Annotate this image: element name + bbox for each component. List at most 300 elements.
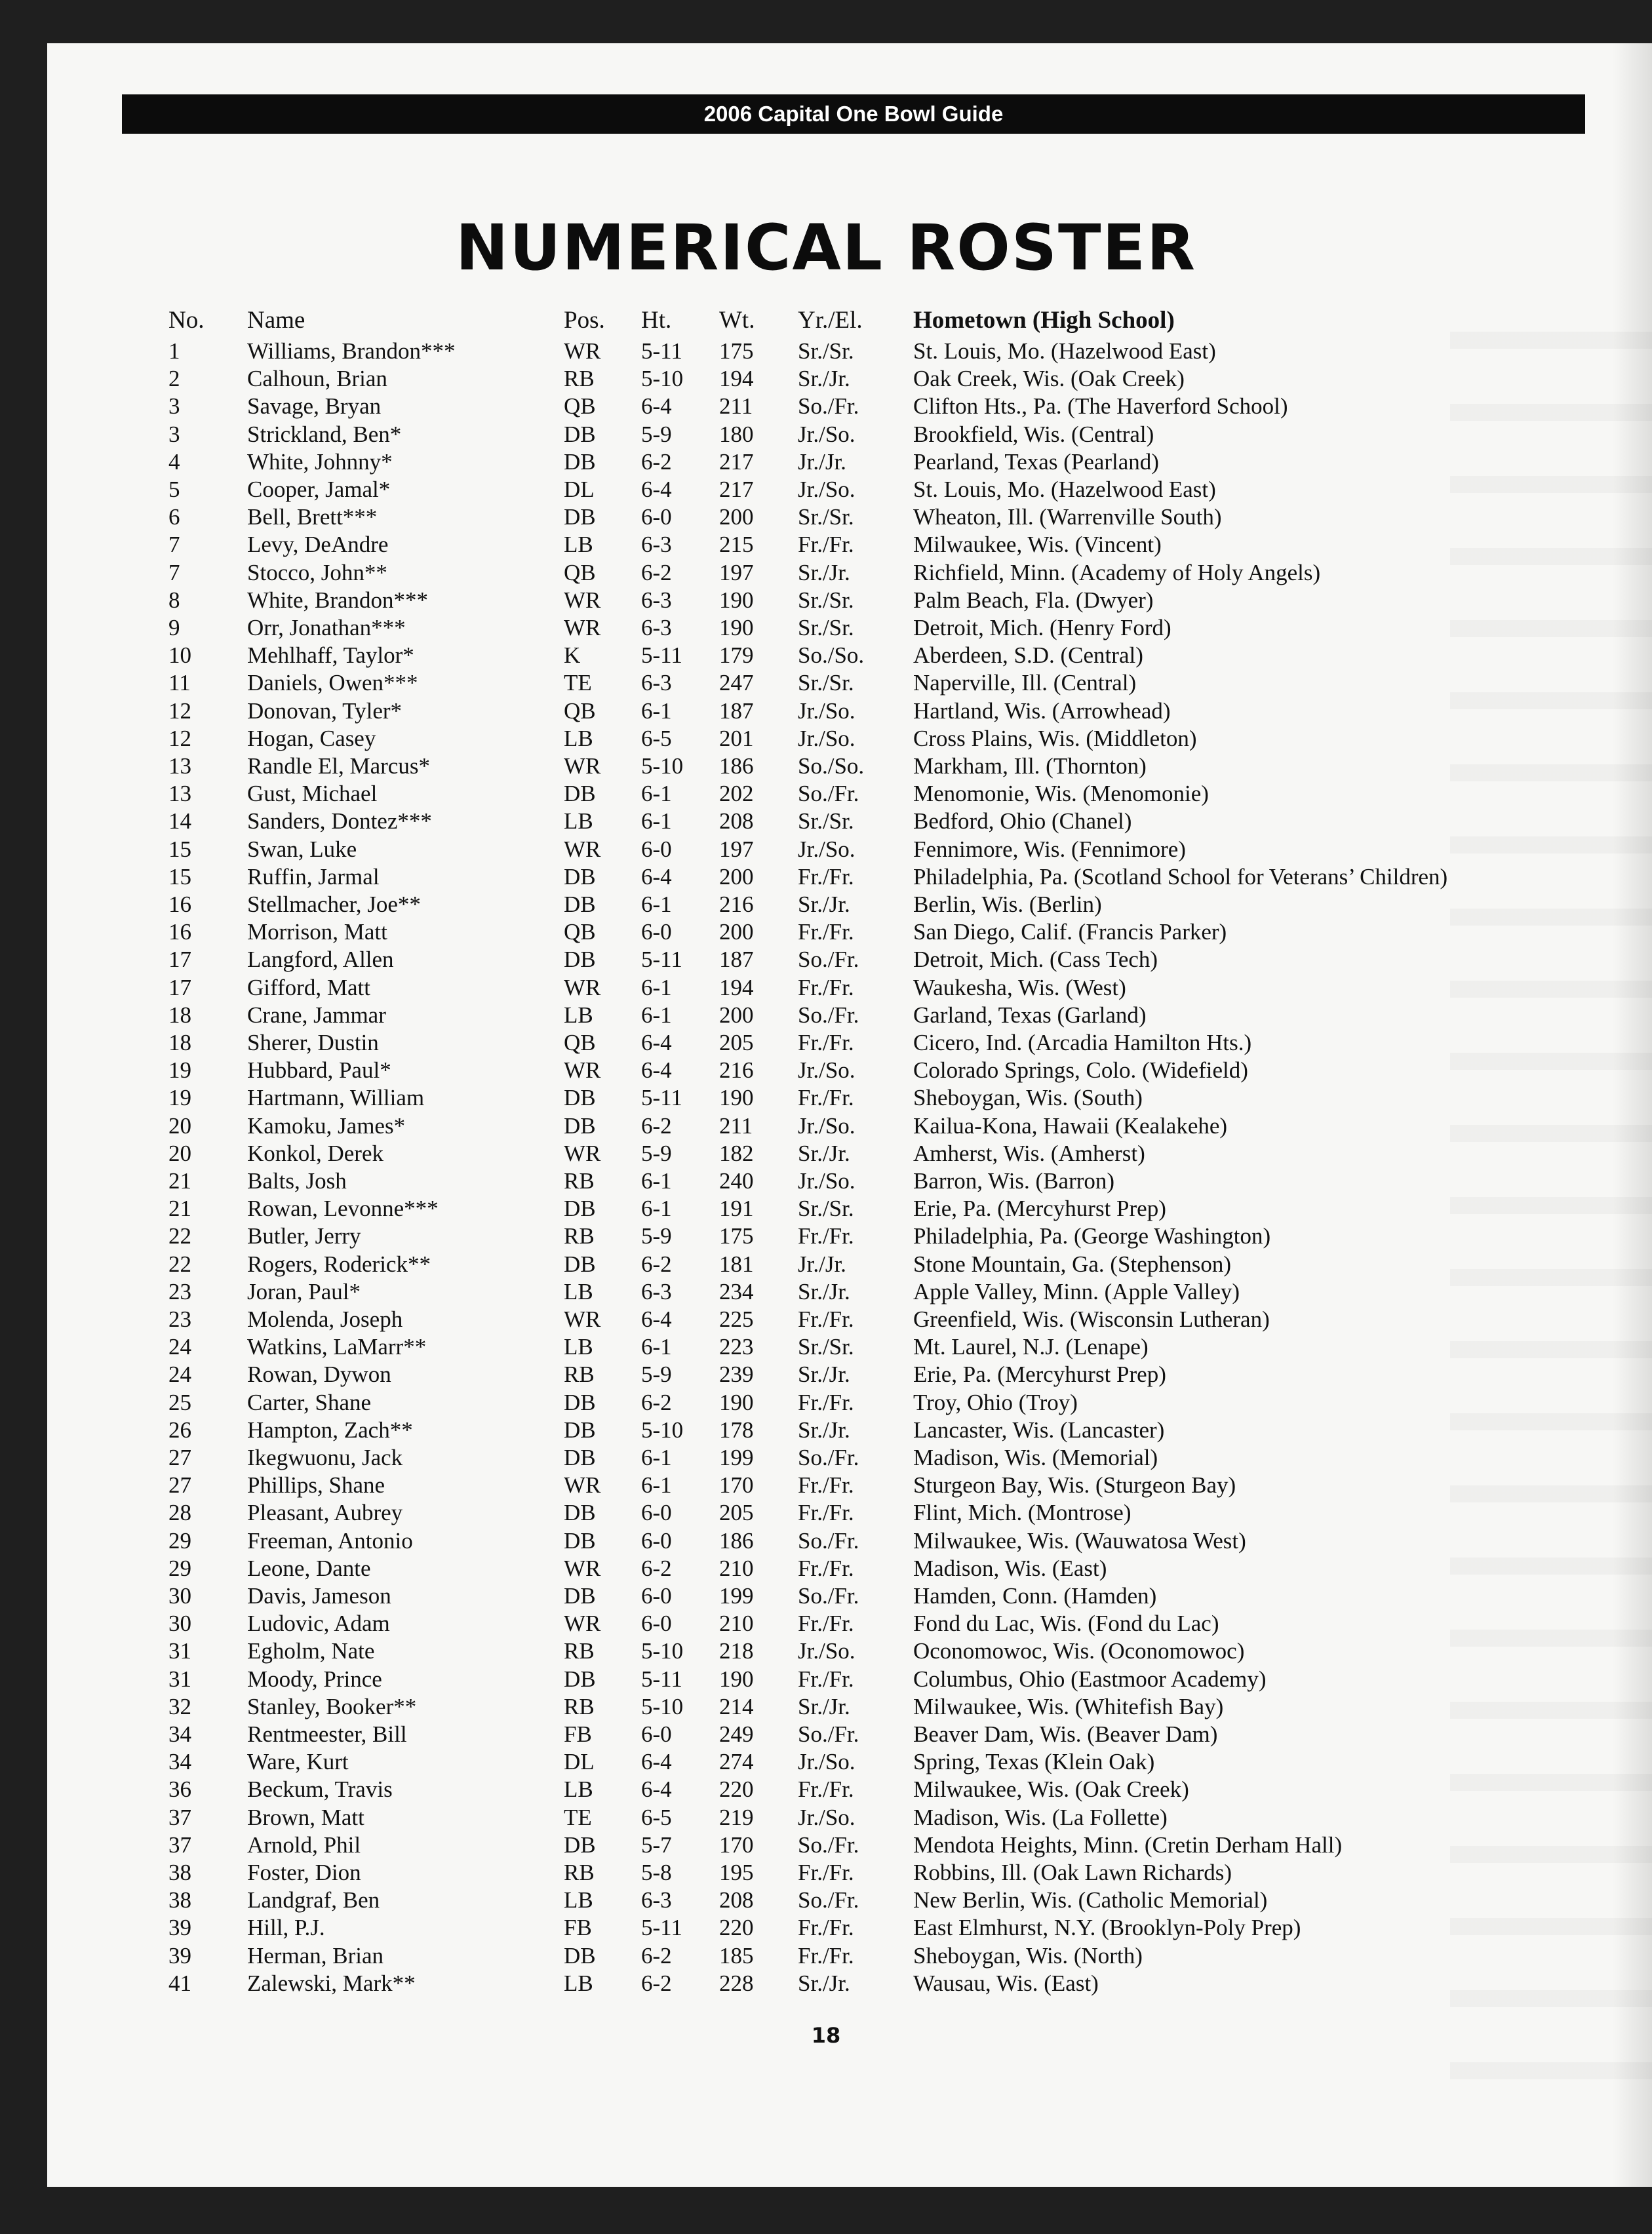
player-height: 6-4 (641, 864, 672, 890)
player-position: WR (564, 1306, 601, 1332)
player-hometown: Erie, Pa. (Mercyhurst Prep) (913, 1196, 1166, 1221)
player-year: Sr./Jr. (798, 1417, 850, 1443)
player-number: 36 (168, 1776, 191, 1802)
player-number: 29 (168, 1556, 191, 1581)
player-hometown: Milwaukee, Wis. (Oak Creek) (913, 1776, 1189, 1802)
player-position: RB (564, 1223, 595, 1249)
player-weight: 194 (719, 975, 754, 1000)
player-number: 20 (168, 1141, 191, 1166)
player-hometown: Menomonie, Wis. (Menomonie) (913, 781, 1209, 806)
table-row (0, 1610, 1605, 1637)
table-row (0, 1527, 1605, 1555)
table-row (0, 1444, 1605, 1472)
player-year: Sr./Jr. (798, 1279, 850, 1304)
player-position: DB (564, 1113, 596, 1139)
player-number: 30 (168, 1583, 191, 1609)
player-position: RB (564, 1860, 595, 1885)
player-position: DB (564, 781, 596, 806)
player-number: 21 (168, 1196, 191, 1221)
player-name: White, Brandon*** (247, 587, 429, 613)
player-year: Fr./Fr. (798, 1666, 854, 1692)
player-height: 5-10 (641, 1638, 684, 1664)
player-height: 6-5 (641, 726, 672, 751)
table-row (0, 1361, 1605, 1388)
player-name: Foster, Dion (247, 1860, 361, 1885)
player-year: So./Fr. (798, 1002, 859, 1028)
player-height: 6-1 (641, 1334, 672, 1360)
table-row (0, 1472, 1605, 1499)
player-hometown: Aberdeen, S.D. (Central) (913, 642, 1143, 668)
table-row (0, 1112, 1605, 1140)
table-row (0, 1195, 1605, 1223)
player-position: DB (564, 421, 596, 447)
player-number: 23 (168, 1279, 191, 1304)
player-weight: 175 (719, 1223, 754, 1249)
player-position: WR (564, 587, 601, 613)
player-year: Jr./So. (798, 1638, 856, 1664)
player-year: Jr./So. (798, 1805, 856, 1830)
player-number: 7 (168, 532, 180, 557)
player-height: 6-0 (641, 836, 672, 862)
player-position: FB (564, 1721, 592, 1747)
table-row (0, 1887, 1605, 1914)
player-name: Herman, Brian (247, 1943, 384, 1969)
player-year: So./So. (798, 642, 865, 668)
player-year: Jr./So. (798, 1168, 856, 1194)
player-name: Hartmann, William (247, 1085, 425, 1110)
player-number: 15 (168, 836, 191, 862)
player-height: 6-1 (641, 975, 672, 1000)
player-hometown: Oconomowoc, Wis. (Oconomowoc) (913, 1638, 1245, 1664)
table-row (0, 1389, 1605, 1417)
player-weight: 217 (719, 449, 754, 475)
player-height: 6-3 (641, 615, 672, 640)
player-name: Ikegwuonu, Jack (247, 1445, 403, 1470)
player-year: Sr./Jr. (798, 560, 850, 585)
player-year: So./Fr. (798, 1528, 859, 1554)
player-number: 10 (168, 642, 191, 668)
player-number: 16 (168, 919, 191, 945)
player-year: So./Fr. (798, 1583, 859, 1609)
player-number: 9 (168, 615, 180, 640)
guide-banner-text: 2006 Capital One Bowl Guide (703, 102, 1004, 126)
player-number: 2 (168, 366, 180, 391)
player-position: FB (564, 1915, 592, 1940)
player-year: So./Fr. (798, 1445, 859, 1470)
player-position: LB (564, 1970, 593, 1996)
player-weight: 200 (719, 504, 754, 530)
player-year: Sr./Jr. (798, 1970, 850, 1996)
table-row (0, 1555, 1605, 1582)
player-hometown: Cross Plains, Wis. (Middleton) (913, 726, 1197, 751)
player-year: Fr./Fr. (798, 1306, 854, 1332)
player-hometown: Sheboygan, Wis. (South) (913, 1085, 1143, 1110)
player-hometown: Milwaukee, Wis. (Whitefish Bay) (913, 1694, 1224, 1719)
player-weight: 186 (719, 753, 754, 779)
player-name: Hill, P.J. (247, 1915, 325, 1940)
player-year: Fr./Fr. (798, 919, 854, 945)
player-height: 6-4 (641, 1030, 672, 1055)
player-weight: 179 (719, 642, 754, 668)
player-height: 6-1 (641, 1472, 672, 1498)
player-hometown: Spring, Texas (Klein Oak) (913, 1749, 1155, 1774)
player-name: Gust, Michael (247, 781, 378, 806)
table-row (0, 476, 1605, 503)
player-year: Fr./Fr. (798, 864, 854, 890)
player-number: 4 (168, 449, 180, 475)
player-name: Rowan, Levonne*** (247, 1196, 439, 1221)
page-title: NUMERICAL ROSTER (455, 211, 1197, 284)
player-weight: 219 (719, 1805, 754, 1830)
player-number: 19 (168, 1057, 191, 1083)
player-number: 22 (168, 1251, 191, 1277)
player-height: 5-11 (641, 1915, 682, 1940)
player-weight: 200 (719, 1002, 754, 1028)
player-number: 25 (168, 1390, 191, 1415)
player-name: Ludovic, Adam (247, 1611, 390, 1636)
player-name: Donovan, Tyler* (247, 698, 403, 724)
player-name: Butler, Jerry (247, 1223, 361, 1249)
player-year: Fr./Fr. (798, 1915, 854, 1940)
player-year: So./Fr. (798, 947, 859, 972)
table-row (0, 1859, 1605, 1887)
player-year: Sr./Sr. (798, 808, 854, 834)
player-hometown: Madison, Wis. (La Follette) (913, 1805, 1168, 1830)
player-name: Landgraf, Ben (247, 1887, 380, 1913)
player-height: 6-0 (641, 1611, 672, 1636)
player-weight: 220 (719, 1915, 754, 1940)
player-year: So./So. (798, 753, 865, 779)
table-row (0, 1084, 1605, 1112)
player-name: Hubbard, Paul* (247, 1057, 391, 1083)
table-row (0, 1167, 1605, 1195)
player-weight: 200 (719, 864, 754, 890)
player-position: DB (564, 892, 596, 917)
player-year: Sr./Jr. (798, 1362, 850, 1387)
page-edge-shadow (1613, 43, 1652, 2187)
player-height: 6-2 (641, 1970, 672, 1996)
player-year: Fr./Fr. (798, 1472, 854, 1498)
player-hometown: Palm Beach, Fla. (Dwyer) (913, 587, 1154, 613)
player-position: DB (564, 1390, 596, 1415)
player-hometown: New Berlin, Wis. (Catholic Memorial) (913, 1887, 1268, 1913)
player-position: WR (564, 1556, 601, 1581)
player-hometown: Philadelphia, Pa. (Scotland School for Veterans’ Children) (913, 864, 1448, 890)
player-weight: 182 (719, 1141, 754, 1166)
player-height: 6-0 (641, 1500, 672, 1525)
player-position: K (564, 642, 581, 668)
player-name: Ware, Kurt (247, 1749, 349, 1774)
player-weight: 190 (719, 615, 754, 640)
table-row (0, 1417, 1605, 1444)
player-weight: 228 (719, 1970, 754, 1996)
player-hometown: St. Louis, Mo. (Hazelwood East) (913, 477, 1216, 502)
player-position: WR (564, 1141, 601, 1166)
table-row (0, 1223, 1605, 1250)
player-name: Orr, Jonathan*** (247, 615, 406, 640)
player-year: Jr./So. (798, 726, 856, 751)
player-height: 6-1 (641, 1168, 672, 1194)
player-hometown: Mt. Laurel, N.J. (Lenape) (913, 1334, 1149, 1360)
player-hometown: Oak Creek, Wis. (Oak Creek) (913, 366, 1185, 391)
player-hometown: San Diego, Calif. (Francis Parker) (913, 919, 1227, 945)
player-height: 5-11 (641, 338, 682, 364)
player-name: Phillips, Shane (247, 1472, 385, 1498)
player-position: RB (564, 1362, 595, 1387)
player-weight: 186 (719, 1528, 754, 1554)
player-name: Rentmeester, Bill (247, 1721, 407, 1747)
table-row (0, 531, 1605, 558)
table-row (0, 1140, 1605, 1167)
player-name: Carter, Shane (247, 1390, 372, 1415)
player-number: 5 (168, 477, 180, 502)
player-position: LB (564, 1887, 593, 1913)
player-position: LB (564, 1279, 593, 1304)
player-height: 5-9 (641, 1141, 672, 1166)
player-height: 6-1 (641, 892, 672, 917)
col-yr-header: Yr./El. (798, 307, 863, 334)
table-row (0, 1029, 1605, 1057)
player-number: 17 (168, 947, 191, 972)
player-weight: 208 (719, 808, 754, 834)
player-weight: 234 (719, 1279, 754, 1304)
player-hometown: Garland, Texas (Garland) (913, 1002, 1147, 1028)
player-number: 26 (168, 1417, 191, 1443)
player-weight: 202 (719, 781, 754, 806)
player-hometown: Pearland, Texas (Pearland) (913, 449, 1159, 475)
player-number: 1 (168, 338, 180, 364)
player-height: 5-8 (641, 1860, 672, 1885)
player-hometown: Sturgeon Bay, Wis. (Sturgeon Bay) (913, 1472, 1236, 1498)
player-hometown: Waukesha, Wis. (West) (913, 975, 1126, 1000)
player-name: Konkol, Derek (247, 1141, 384, 1166)
player-weight: 199 (719, 1445, 754, 1470)
player-name: Joran, Paul* (247, 1279, 361, 1304)
table-row (0, 1721, 1605, 1748)
player-year: Jr./So. (798, 698, 856, 724)
player-number: 38 (168, 1860, 191, 1885)
player-height: 6-0 (641, 1721, 672, 1747)
player-hometown: Greenfield, Wis. (Wisconsin Lutheran) (913, 1306, 1270, 1332)
player-year: Jr./So. (798, 421, 856, 447)
player-number: 28 (168, 1500, 191, 1525)
table-row (0, 1693, 1605, 1721)
table-row (0, 1914, 1605, 1942)
player-height: 5-10 (641, 1417, 684, 1443)
player-year: Sr./Jr. (798, 1141, 850, 1166)
table-row (0, 503, 1605, 531)
player-hometown: Fond du Lac, Wis. (Fond du Lac) (913, 1611, 1219, 1636)
player-height: 6-4 (641, 1057, 672, 1083)
player-weight: 218 (719, 1638, 754, 1664)
player-number: 34 (168, 1749, 191, 1774)
player-weight: 199 (719, 1583, 754, 1609)
player-position: LB (564, 726, 593, 751)
player-year: Jr./So. (798, 836, 856, 862)
player-position: RB (564, 1638, 595, 1664)
table-row (0, 393, 1605, 420)
player-number: 27 (168, 1472, 191, 1498)
player-position: LB (564, 1334, 593, 1360)
player-position: LB (564, 1002, 593, 1028)
player-weight: 247 (719, 670, 754, 696)
player-weight: 211 (719, 1113, 753, 1139)
player-name: Hogan, Casey (247, 726, 376, 751)
player-number: 23 (168, 1306, 191, 1332)
player-year: Fr./Fr. (798, 1611, 854, 1636)
player-number: 24 (168, 1362, 191, 1387)
player-number: 18 (168, 1030, 191, 1055)
player-year: So./Fr. (798, 781, 859, 806)
table-row (0, 614, 1605, 642)
player-position: RB (564, 366, 595, 391)
player-hometown: Bedford, Ohio (Chanel) (913, 808, 1132, 834)
player-number: 6 (168, 504, 180, 530)
player-name: Arnold, Phil (247, 1832, 361, 1858)
player-height: 5-11 (641, 642, 682, 668)
player-height: 6-1 (641, 808, 672, 834)
player-position: RB (564, 1694, 595, 1719)
player-year: So./Fr. (798, 393, 859, 419)
player-position: RB (564, 1168, 595, 1194)
player-number: 3 (168, 393, 180, 419)
player-hometown: Detroit, Mich. (Cass Tech) (913, 947, 1158, 972)
player-position: DL (564, 477, 595, 502)
player-height: 6-1 (641, 1445, 672, 1470)
player-height: 6-1 (641, 698, 672, 724)
player-hometown: Brookfield, Wis. (Central) (913, 421, 1154, 447)
table-row (0, 697, 1605, 725)
player-weight: 205 (719, 1030, 754, 1055)
player-name: Moody, Prince (247, 1666, 382, 1692)
player-year: Jr./So. (798, 1113, 856, 1139)
player-position: DB (564, 947, 596, 972)
table-row (0, 946, 1605, 973)
player-height: 5-7 (641, 1832, 672, 1858)
player-number: 3 (168, 421, 180, 447)
player-hometown: Lancaster, Wis. (Lancaster) (913, 1417, 1165, 1443)
player-weight: 181 (719, 1251, 754, 1277)
player-hometown: Fennimore, Wis. (Fennimore) (913, 836, 1186, 862)
player-name: Daniels, Owen*** (247, 670, 418, 696)
player-name: Hampton, Zach** (247, 1417, 413, 1443)
player-position: DB (564, 1666, 596, 1692)
player-hometown: Markham, Ill. (Thornton) (913, 753, 1147, 779)
player-height: 6-4 (641, 477, 672, 502)
player-number: 16 (168, 892, 191, 917)
player-weight: 223 (719, 1334, 754, 1360)
player-year: Fr./Fr. (798, 1030, 854, 1055)
player-name: Gifford, Matt (247, 975, 370, 1000)
table-row (0, 669, 1605, 697)
player-position: QB (564, 919, 596, 945)
player-number: 39 (168, 1943, 191, 1969)
player-height: 6-3 (641, 1279, 672, 1304)
col-ht-header: Ht. (641, 307, 672, 334)
player-year: Fr./Fr. (798, 1556, 854, 1581)
player-position: DB (564, 449, 596, 475)
player-weight: 201 (719, 726, 754, 751)
guide-banner (122, 94, 1585, 134)
player-height: 6-2 (641, 1113, 672, 1139)
player-height: 6-1 (641, 781, 672, 806)
player-position: DB (564, 1583, 596, 1609)
player-number: 31 (168, 1638, 191, 1664)
table-row (0, 448, 1605, 476)
table-row (0, 1306, 1605, 1333)
table-row (0, 1832, 1605, 1859)
player-height: 6-0 (641, 504, 672, 530)
player-name: Pleasant, Aubrey (247, 1500, 403, 1525)
player-hometown: Wausau, Wis. (East) (913, 1970, 1099, 1996)
table-row (0, 891, 1605, 918)
player-position: WR (564, 753, 601, 779)
player-number: 37 (168, 1832, 191, 1858)
player-name: Balts, Josh (247, 1168, 347, 1194)
player-name: Bell, Brett*** (247, 504, 378, 530)
player-hometown: Sheboygan, Wis. (North) (913, 1943, 1143, 1969)
player-weight: 217 (719, 477, 754, 502)
player-hometown: Stone Mountain, Ga. (Stephenson) (913, 1251, 1232, 1277)
player-hometown: Milwaukee, Wis. (Vincent) (913, 532, 1162, 557)
player-weight: 216 (719, 892, 754, 917)
player-height: 5-9 (641, 1223, 672, 1249)
player-position: WR (564, 975, 601, 1000)
player-hometown: Berlin, Wis. (Berlin) (913, 892, 1102, 917)
player-hometown: Apple Valley, Minn. (Apple Valley) (913, 1279, 1240, 1304)
player-number: 18 (168, 1002, 191, 1028)
player-height: 6-5 (641, 1805, 672, 1830)
player-hometown: Clifton Hts., Pa. (The Haverford School) (913, 393, 1288, 419)
player-year: So./Fr. (798, 1887, 859, 1913)
player-year: Sr./Sr. (798, 1334, 854, 1360)
player-hometown: Barron, Wis. (Barron) (913, 1168, 1115, 1194)
player-number: 27 (168, 1445, 191, 1470)
table-row (0, 1333, 1605, 1361)
table-row (0, 753, 1605, 780)
player-year: Sr./Sr. (798, 670, 854, 696)
player-name: Langford, Allen (247, 947, 394, 972)
player-name: Rowan, Dywon (247, 1362, 391, 1387)
player-hometown: Mendota Heights, Minn. (Cretin Derham Hall) (913, 1832, 1343, 1858)
player-number: 21 (168, 1168, 191, 1194)
player-position: WR (564, 1057, 601, 1083)
player-weight: 194 (719, 366, 754, 391)
player-name: Molenda, Joseph (247, 1306, 403, 1332)
player-hometown: Kailua-Kona, Hawaii (Kealakehe) (913, 1113, 1228, 1139)
table-row (0, 1057, 1605, 1084)
player-weight: 249 (719, 1721, 754, 1747)
player-position: DB (564, 1943, 596, 1969)
player-height: 5-9 (641, 421, 672, 447)
col-name-header: Name (247, 307, 305, 334)
table-row (0, 642, 1605, 669)
player-hometown: Cicero, Ind. (Arcadia Hamilton Hts.) (913, 1030, 1252, 1055)
player-number: 34 (168, 1721, 191, 1747)
player-weight: 197 (719, 836, 754, 862)
player-name: Morrison, Matt (247, 919, 387, 945)
player-number: 29 (168, 1528, 191, 1554)
table-row (0, 1278, 1605, 1306)
player-hometown: Robbins, Ill. (Oak Lawn Richards) (913, 1860, 1232, 1885)
player-height: 6-3 (641, 1887, 672, 1913)
player-position: DL (564, 1749, 595, 1774)
player-year: Fr./Fr. (798, 975, 854, 1000)
player-height: 6-2 (641, 560, 672, 585)
player-weight: 195 (719, 1860, 754, 1885)
player-height: 6-1 (641, 1196, 672, 1221)
player-height: 6-4 (641, 393, 672, 419)
